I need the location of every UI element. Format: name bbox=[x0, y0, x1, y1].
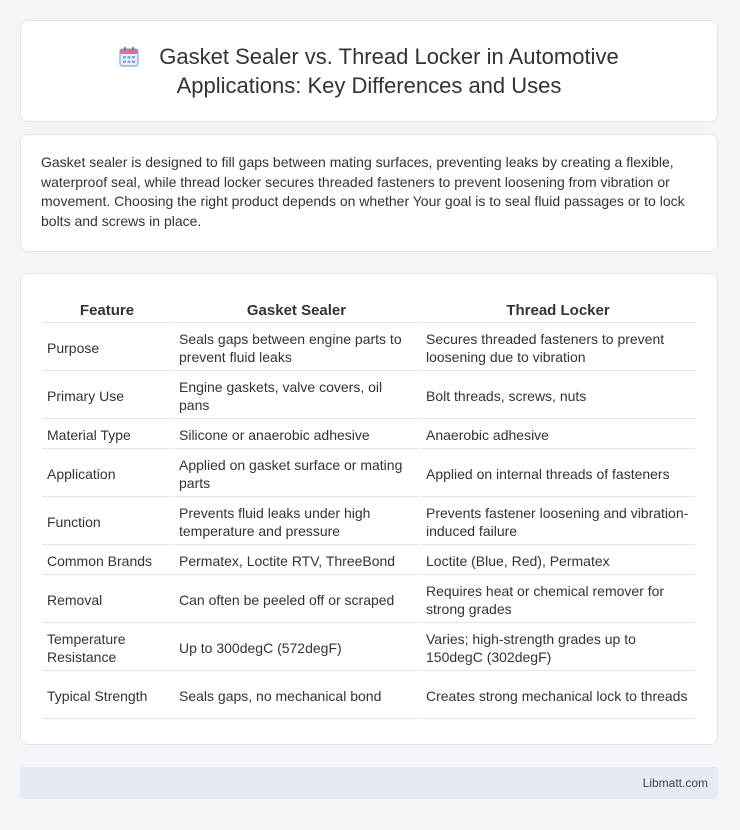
gasket-sealer-cell: Seals gaps, no mechanical bond bbox=[174, 673, 419, 719]
thread-locker-cell: Applied on internal threads of fasteners bbox=[421, 451, 695, 497]
gasket-sealer-cell: Permatex, Loctite RTV, ThreeBond bbox=[174, 547, 419, 575]
gasket-sealer-cell: Can often be peeled off or scraped bbox=[174, 577, 419, 623]
gasket-sealer-cell: Up to 300degC (572degF) bbox=[174, 625, 419, 671]
feature-cell: Application bbox=[42, 451, 172, 497]
table-row bbox=[42, 673, 695, 719]
feature-cell: Material Type bbox=[42, 421, 172, 449]
page-title-wrap bbox=[59, 42, 679, 100]
feature-cell: Function bbox=[42, 499, 172, 545]
thread-locker-cell: Requires heat or chemical remover for strong grades bbox=[421, 577, 695, 623]
intro-paragraph: Gasket sealer is designed to fill gaps between mating surfaces, preventing leaks by creating a flexible, waterproof seal, while thread locker secures threaded fasteners to prevent loosening from vibration or movement. Choosing the right product depends on whether Your goal is to seal fluid passages or to lock bolts and screws in place. bbox=[41, 154, 685, 229]
title-card bbox=[20, 20, 718, 122]
header-gasket-sealer: Gasket Sealer bbox=[174, 298, 419, 323]
table-row bbox=[42, 499, 695, 545]
gasket-sealer-cell: Engine gaskets, valve covers, oil pans bbox=[174, 373, 419, 419]
thread-locker-cell: Loctite (Blue, Red), Permatex bbox=[421, 547, 695, 575]
comparison-table bbox=[40, 296, 697, 721]
gasket-sealer-cell: Applied on gasket surface or mating parts bbox=[174, 451, 419, 497]
thread-locker-cell: Anaerobic adhesive bbox=[421, 421, 695, 449]
header-feature: Feature bbox=[42, 298, 172, 323]
table-row bbox=[42, 421, 695, 449]
feature-cell: Typical Strength bbox=[42, 673, 172, 719]
thread-locker-cell: Varies; high-strength grades up to 150degC (302degF) bbox=[421, 625, 695, 671]
gasket-sealer-cell: Silicone or anaerobic adhesive bbox=[174, 421, 419, 449]
feature-cell: Primary Use bbox=[42, 373, 172, 419]
thread-locker-cell: Prevents fastener loosening and vibration-induced failure bbox=[421, 499, 695, 545]
page-title: Gasket Sealer vs. Thread Locker in Automotive Applications: Key Differences and Uses bbox=[159, 44, 619, 98]
comparison-card bbox=[20, 273, 718, 745]
feature-cell: Temperature Resistance bbox=[42, 625, 172, 671]
table-row bbox=[42, 325, 695, 371]
feature-cell: Common Brands bbox=[42, 547, 172, 575]
table-row bbox=[42, 451, 695, 497]
thread-locker-cell: Bolt threads, screws, nuts bbox=[421, 373, 695, 419]
table-row bbox=[42, 577, 695, 623]
gasket-sealer-cell: Seals gaps between engine parts to prevent fluid leaks bbox=[174, 325, 419, 371]
thread-locker-cell: Creates strong mechanical lock to threads bbox=[421, 673, 695, 719]
table-row bbox=[42, 373, 695, 419]
table-header-row bbox=[42, 298, 695, 323]
feature-cell: Removal bbox=[42, 577, 172, 623]
feature-cell: Purpose bbox=[42, 325, 172, 371]
calendar-icon bbox=[119, 46, 139, 67]
table-row bbox=[42, 547, 695, 575]
intro-card bbox=[20, 134, 718, 252]
thread-locker-cell: Secures threaded fasteners to prevent loosening due to vibration bbox=[421, 325, 695, 371]
header-thread-locker: Thread Locker bbox=[421, 298, 695, 323]
footer-bar bbox=[20, 767, 718, 799]
gasket-sealer-cell: Prevents fluid leaks under high temperature and pressure bbox=[174, 499, 419, 545]
table-row bbox=[42, 625, 695, 671]
footer-brand-link[interactable]: Libmatt.com bbox=[642, 776, 708, 790]
